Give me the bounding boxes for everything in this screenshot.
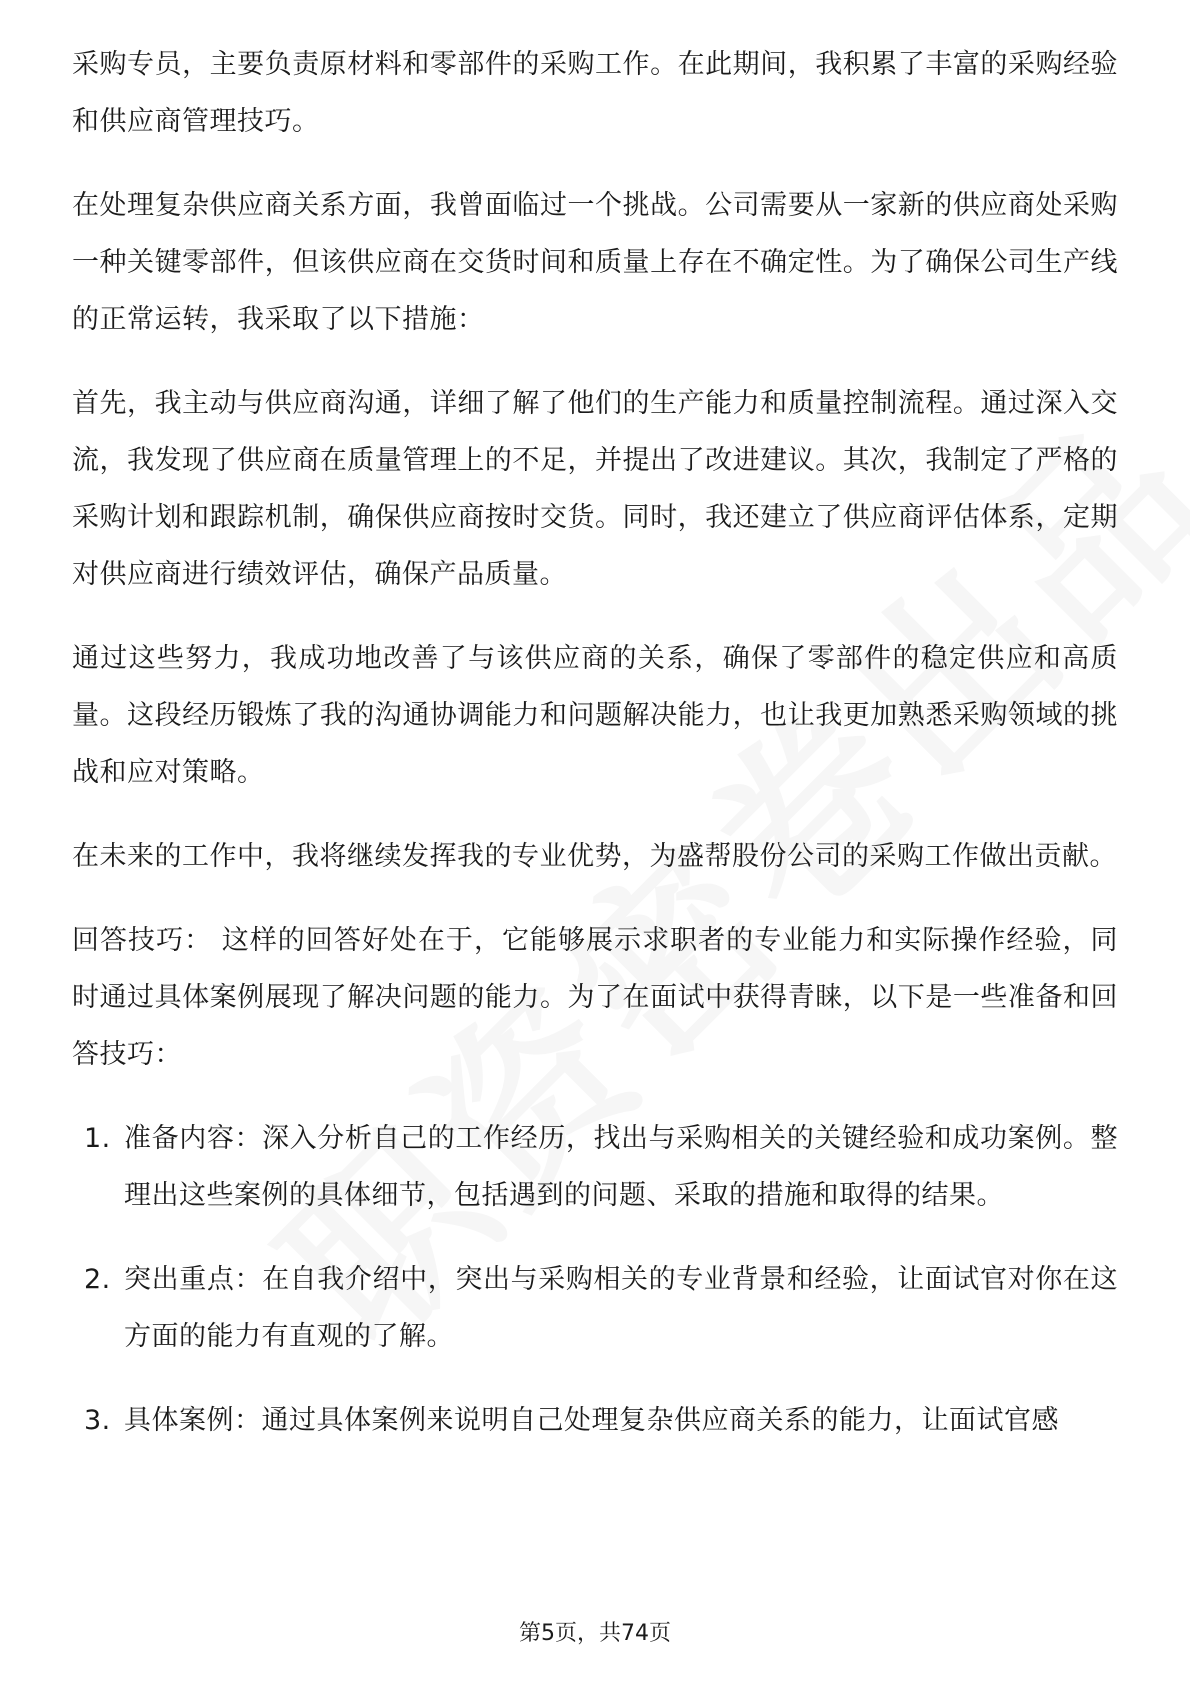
paragraph: 首先，我主动与供应商沟通，详细了解了他们的生产能力和质量控制流程。通过深入交流，我发现了供应商在质量管理上的不足，并提出了改进建议。其次，我制定了严格的采购计划和跟踪机制，确保供应商按时交货。同时，我还建立了供应商评估体系，定期对供应商进行绩效评估，确保产品质量。 — [72, 388, 1118, 590]
list-item-text: 准备内容：深入分析自己的工作经历，找出与采购相关的关键经验和成功案例。整理出这些案例的具体细节，包括遇到的问题、采取的措施和取得的结果。 — [124, 1123, 1118, 1211]
page-number-footer: 第5页，共74页 — [519, 1621, 671, 1646]
list-number: 1. — [84, 1123, 111, 1154]
list-item — [72, 1251, 1118, 1365]
list-number: 2. — [84, 1264, 111, 1295]
document-body — [72, 36, 1118, 1476]
paragraph: 在处理复杂供应商关系方面，我曾面临过一个挑战。公司需要从一家新的供应商处采购一种关键零部件，但该供应商在交货时间和质量上存在不确定性。为了确保公司生产线的正常运转，我采取了以下措施： — [72, 190, 1118, 335]
list-item-text: 突出重点：在自我介绍中，突出与采购相关的专业背景和经验，让面试官对你在这方面的能力有直观的了解。 — [124, 1264, 1118, 1352]
list-number: 3. — [84, 1405, 111, 1436]
list-item — [72, 1392, 1118, 1449]
tips-list — [72, 1110, 1118, 1449]
paragraph: 采购专员，主要负责原材料和零部件的采购工作。在此期间，我积累了丰富的采购经验和供应商管理技巧。 — [72, 49, 1118, 137]
list-item-text: 具体案例：通过具体案例来说明自己处理复杂供应商关系的能力，让面试官感 — [124, 1405, 1059, 1436]
list-item — [72, 1110, 1118, 1224]
paragraph: 通过这些努力，我成功地改善了与该供应商的关系，确保了零部件的稳定供应和高质量。这段经历锻炼了我的沟通协调能力和问题解决能力，也让我更加熟悉采购领域的挑战和应对策略。 — [72, 643, 1118, 788]
paragraph: 在未来的工作中，我将继续发挥我的专业优势，为盛帮股份公司的采购工作做出贡献。 — [72, 841, 1117, 872]
answer-tips-intro: 回答技巧： 这样的回答好处在于，它能够展示求职者的专业能力和实际操作经验，同时通过具体案例展现了解决问题的能力。为了在面试中获得青睐，以下是一些准备和回答技巧： — [72, 925, 1118, 1070]
